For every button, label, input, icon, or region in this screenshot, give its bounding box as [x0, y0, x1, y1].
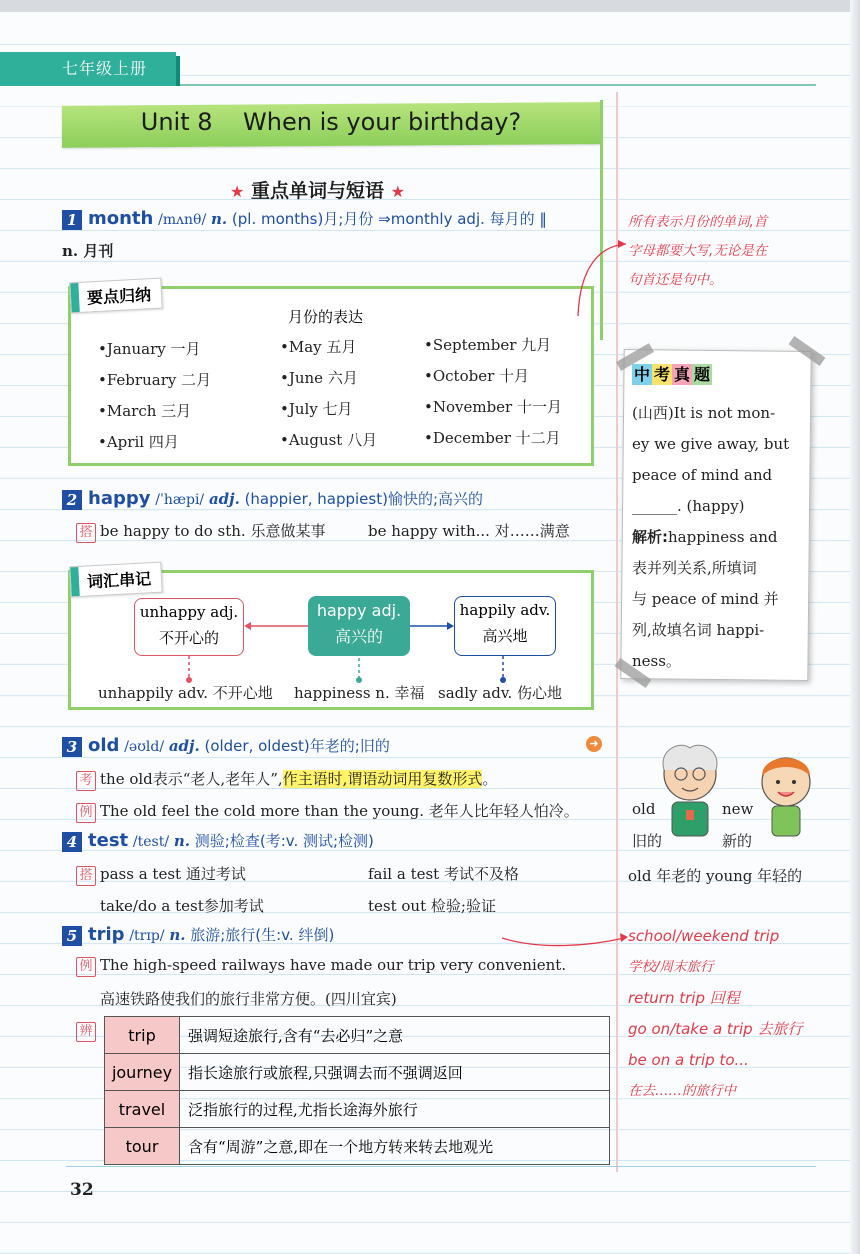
definition: 旅游;旅行(生:v. 绊倒) [190, 926, 335, 944]
phonetic: /test/ [132, 834, 170, 850]
month-item: •September 九月 [424, 336, 552, 354]
definition: (pl. months)月;月份 ⇒monthly adj. 每月的 ‖ [231, 210, 547, 228]
part-of-speech: n. [173, 832, 190, 850]
phonetic: /trɪp/ [129, 928, 165, 944]
old-new-illustration [640, 730, 820, 840]
vocab-node-unhappy [134, 598, 244, 656]
analysis-line: 列,故填名词 happi- [632, 621, 765, 639]
entry-happy [62, 488, 483, 510]
exam-title [632, 362, 712, 385]
exam-title-char: 题 [694, 365, 711, 384]
note-line: 句首还是句中。 [628, 272, 723, 288]
arrowhead-icon [620, 933, 628, 942]
distinguish-tag-icon: 辨 [76, 1022, 96, 1042]
exam-question [632, 398, 802, 677]
month-item: •March 三月 [98, 402, 192, 420]
vocab-node-happily [454, 596, 556, 656]
analysis-line: 表并列关系,所填词 [632, 559, 757, 577]
exam-tag-icon: 考 [76, 771, 96, 791]
month-item: •May 五月 [280, 338, 357, 356]
table-row [105, 1091, 610, 1128]
example-text: The high-speed railways have made our trip very convenient. [100, 956, 567, 974]
footer-rule [66, 1166, 816, 1167]
definition: (happier, happiest)愉快的;高兴的 [244, 490, 484, 508]
example-tag-icon: 例 [76, 957, 96, 977]
entry-number: 4 [62, 832, 82, 852]
entry-month [62, 208, 547, 230]
trip-example [76, 956, 566, 977]
note-arrow [570, 236, 630, 326]
header-rule [180, 84, 816, 86]
arrowhead-icon [618, 240, 626, 248]
new-label: new [722, 800, 754, 818]
headword: happy [88, 488, 151, 509]
vocab-derivative: happiness n. 幸福 [294, 684, 425, 702]
note-line: be on a trip to... [628, 1051, 749, 1069]
analysis-text: happiness and [668, 528, 778, 546]
entry-number: 1 [62, 210, 82, 230]
table-meaning: 指长途旅行或旅程,只强调去而不强调返回 [180, 1054, 610, 1091]
unit-title: Unit 8 When is your birthday? [140, 108, 522, 136]
node-meaning: 高兴的 [334, 627, 383, 646]
month-item: •January 一月 [98, 340, 201, 358]
phonetic: /mʌnθ/ [158, 212, 207, 228]
star-icon: ★ [390, 182, 405, 201]
headword: month [88, 208, 154, 229]
entry-trip [62, 924, 334, 946]
month-item: •July 七月 [280, 400, 353, 418]
note-line: return trip 回程 [628, 989, 740, 1007]
node-meaning: 不开心的 [158, 629, 219, 647]
table-word: travel [105, 1091, 180, 1128]
note-line: 所有表示月份的单词,首 [628, 214, 768, 230]
arrowhead-left-icon [244, 622, 251, 630]
top-edge [0, 0, 860, 12]
node-word: happy adj. [316, 601, 402, 620]
phonetic: /ˈhæpi/ [155, 492, 205, 508]
vocab-chain-label: 词汇串记 [69, 562, 163, 598]
star-icon: ★ [230, 182, 245, 201]
collocation-tag-icon: 搭 [76, 866, 96, 886]
entry-number: 3 [62, 737, 82, 757]
old-example [76, 800, 579, 823]
headword: trip [88, 924, 125, 945]
test-phrases [76, 863, 246, 886]
month-item: •October 十月 [424, 367, 530, 385]
page-edge-shadow [850, 0, 860, 1254]
node-word: happily adv. [459, 601, 551, 619]
vocab-derivative: sadly adv. 伤心地 [438, 684, 563, 702]
note-text: the old表示“老人,老年人”, [100, 770, 283, 788]
table-meaning: 泛指旅行的过程,尤指长途海外旅行 [180, 1091, 610, 1128]
arrowhead-right-icon [447, 622, 454, 630]
example-text: The old feel the cold more than the young. 老年人比年轻人怕冷。 [100, 802, 579, 820]
compare-table [104, 1016, 610, 1165]
section-title: 重点单词与短语 [250, 180, 384, 202]
phrase: take/do a test参加考试 [100, 897, 264, 915]
page-number: 32 [70, 1180, 94, 1200]
headword: old [88, 735, 120, 756]
note-line: go on/take a trip 去旅行 [628, 1020, 803, 1038]
phrase: fail a test 考试不及格 [368, 865, 519, 883]
arrow-right-icon: ➜ [586, 736, 602, 752]
phonetic: /əʊld/ [124, 739, 165, 755]
exam-title-char: 中 [634, 365, 651, 384]
month-item: •April 四月 [98, 433, 179, 451]
note-line: 学校/周末旅行 [628, 959, 714, 975]
note-line: school/weekend trip [628, 927, 780, 945]
question-line: peace of mind and [632, 466, 773, 484]
table-word: tour [105, 1128, 180, 1165]
month-item: •August 八月 [280, 431, 378, 449]
part-of-speech: adj. [208, 490, 240, 508]
entry-number: 2 [62, 490, 82, 510]
month-item: •November 十一月 [424, 398, 562, 416]
note-line: 在去……的旅行中 [628, 1083, 736, 1099]
part-of-speech: n. [211, 210, 228, 228]
margin-note-months [628, 208, 767, 295]
boy-icon [762, 758, 810, 836]
entry-number: 5 [62, 926, 82, 946]
analysis-line: ness。 [632, 652, 681, 670]
node-word: unhappy adj. [139, 603, 239, 621]
note-line: 字母都要大写,无论是在 [628, 243, 768, 259]
table-word: trip [105, 1017, 180, 1054]
analysis-label: 解析: [632, 528, 668, 546]
table-word: journey [105, 1054, 180, 1091]
definition: (older, oldest)年老的;旧的 [204, 737, 390, 755]
old-label-cn: 旧的 [632, 832, 663, 850]
table-meaning: 含有“周游”之意,即在一个地方转来转去地观光 [180, 1128, 610, 1165]
entry-test [62, 830, 374, 852]
example-translation: 高速铁路使我们的旅行非常方便。(四川宜宾) [100, 990, 397, 1008]
vocab-arrows [240, 618, 460, 688]
analysis-line: 与 peace of mind 并 [632, 590, 779, 608]
key-points-label: 要点归纳 [69, 278, 163, 314]
section-heading [230, 176, 405, 203]
months-col-2 [280, 336, 377, 460]
months-col-3 [424, 334, 562, 458]
months-box-title: 月份的表达 [288, 308, 364, 326]
table-row [105, 1128, 610, 1165]
new-label-cn: 新的 [722, 832, 753, 850]
compare-tag [76, 1020, 100, 1042]
example-tag-icon: 例 [76, 803, 96, 823]
exam-title-char: 考 [654, 365, 671, 384]
old-young-caption: old 年老的 young 年轻的 [628, 867, 803, 885]
month-item: •February 二月 [98, 371, 212, 389]
definition: 测验;检查(考:v. 测试;检测) [194, 832, 374, 850]
grade-tab: 七年级上册 [0, 52, 176, 86]
month-item: •December 十二月 [424, 429, 561, 447]
headword: test [88, 830, 129, 851]
note-highlight: 作主语时,谓语动词用复数形式 [282, 770, 483, 788]
node-meaning: 高兴地 [482, 627, 528, 645]
analysis-line [632, 522, 802, 553]
table-row [105, 1054, 610, 1091]
question-line: ______. (happy) [632, 497, 745, 515]
definition-continued: n. 月刊 [62, 242, 114, 260]
part-of-speech: adj. [168, 737, 200, 755]
exam-title-char: 真 [674, 365, 691, 384]
margin-note-trip [628, 921, 802, 1107]
question-line: (山西)It is not mon- [632, 404, 776, 422]
phrase: be happy with... 对……满意 [368, 522, 570, 540]
collocation-tag-icon: 搭 [76, 523, 96, 543]
part-of-speech: n. [169, 926, 186, 944]
trip-note-arrow [500, 926, 630, 956]
month-item: •June 六月 [280, 369, 358, 387]
phrase: test out 检验;验证 [368, 897, 496, 915]
question-line: ey we give away, but [632, 435, 790, 453]
old-label: old [632, 800, 656, 818]
months-col-1 [98, 338, 211, 462]
old-man-icon [663, 745, 717, 836]
table-row [105, 1017, 610, 1054]
phrase: be happy to do sth. 乐意做某事 [100, 522, 326, 540]
old-note [76, 768, 497, 791]
phrase: pass a test 通过考试 [100, 865, 246, 883]
vocab-derivative: unhappily adv. 不开心地 [98, 684, 273, 702]
note-end: 。 [482, 770, 498, 788]
entry-old [62, 735, 390, 757]
happy-phrases [76, 520, 325, 543]
table-meaning: 强调短途旅行,含有“去必归”之意 [180, 1017, 610, 1054]
